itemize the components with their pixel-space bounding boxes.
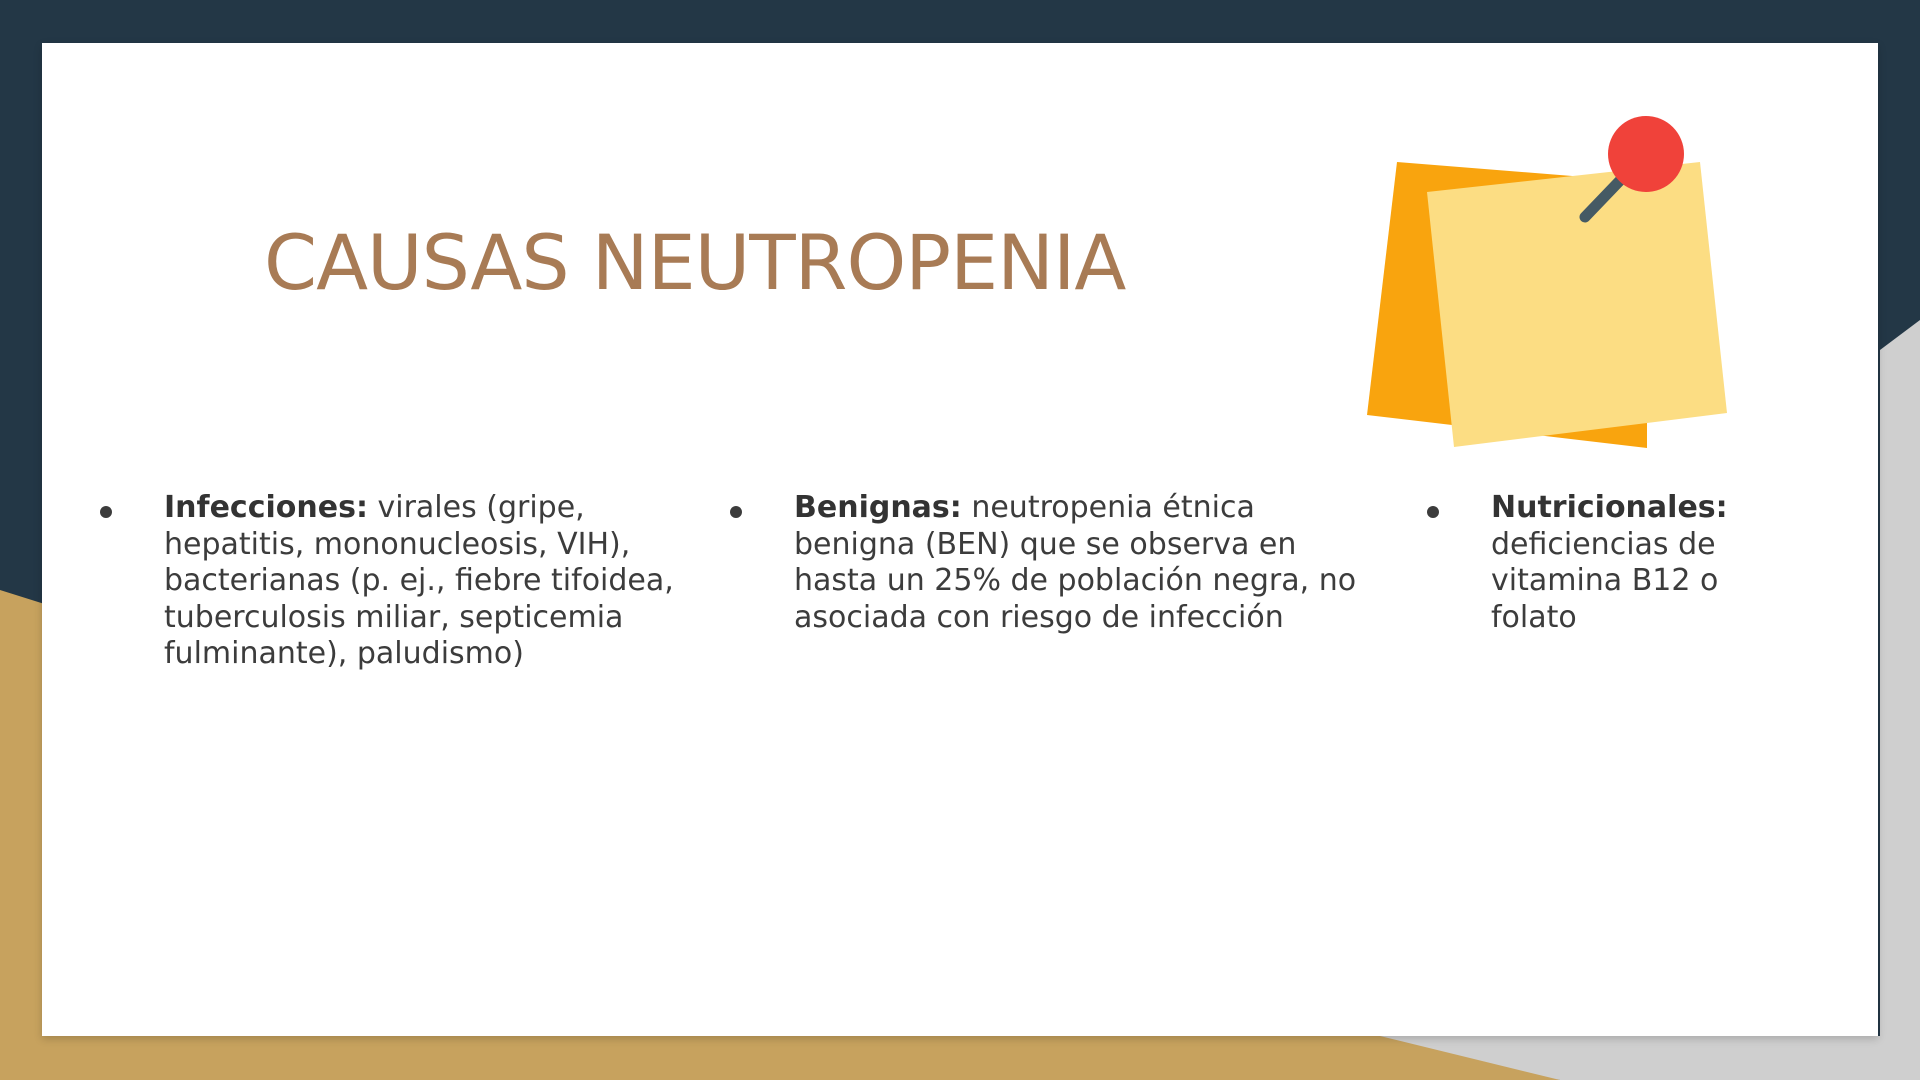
bullet-infecciones (100, 490, 720, 673)
bullet-benignas (730, 490, 1380, 636)
slide-title: CAUSAS NEUTROPENIA (264, 218, 1126, 307)
bullet-text: deficiencias de vitamina B12 o folato (1491, 526, 1719, 635)
bullet-term: Nutricionales: (1491, 490, 1728, 525)
bullet-term: Benignas: (794, 490, 962, 525)
bullet-text: neutropenia étnica benigna (BEN) que se observa en hasta un 25% de población negra, no asociada con riesgo de infección (794, 490, 1357, 635)
bullet-term: Infecciones: (164, 490, 368, 525)
pin-head (1608, 116, 1684, 192)
sticky-note-front (1427, 162, 1727, 447)
pinned-sticky-note-icon (1322, 70, 1742, 470)
bullet-text: virales (gripe, hepatitis, mononucleosis, VIH), bacterianas (p. ej., fiebre tifoidea, tuberculosis miliar, septicemia fulminante), paludismo) (164, 490, 674, 671)
bullet-nutricionales (1427, 490, 1807, 636)
